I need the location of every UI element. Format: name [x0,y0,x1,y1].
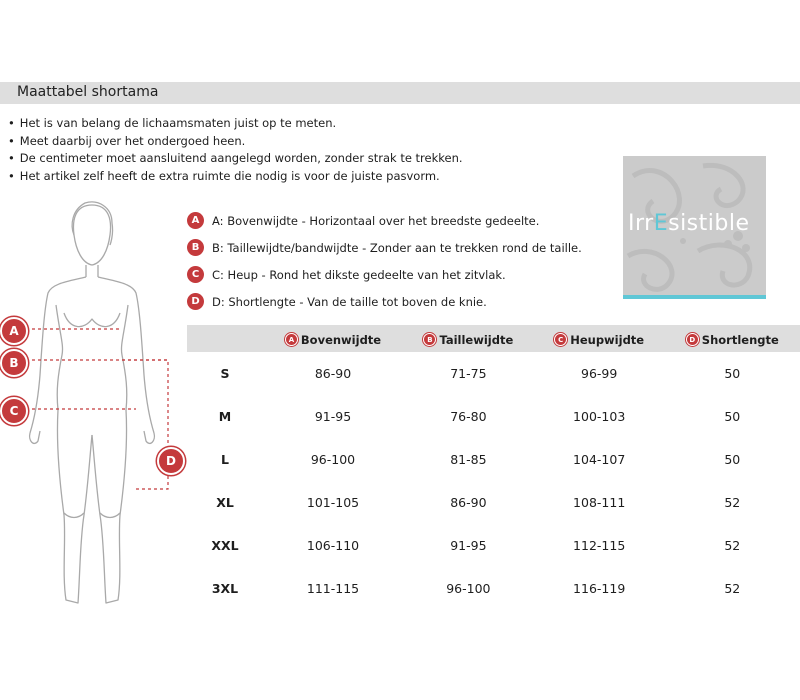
heupwijdte-cell: 100-103 [573,409,626,424]
table-row [187,438,800,481]
size-cell: XL [216,495,234,510]
taillewijdte-cell: 76-80 [450,409,487,424]
badge-b: B [423,333,436,346]
marker-d: D [157,447,185,475]
bovenwijdte-cell: 106-110 [306,538,360,553]
heupwijdte-cell: 104-107 [573,452,626,467]
column-header-heupwijdte: C Heupwijdte [534,325,665,352]
brand-logo [623,156,766,299]
instruction-item: • Het artikel zelf heeft de extra ruimte die nodig is voor de juiste pasvorm. [8,168,463,186]
brand-strip [623,295,766,299]
legend-item-c [187,261,582,288]
marker-b: B [0,349,28,377]
badge-d: D [187,293,204,310]
shortlengte-cell: 50 [724,409,741,424]
legend-item-a [187,207,582,234]
body-figure [0,195,190,625]
taillewijdte-cell: 71-75 [450,366,487,381]
table-row [187,352,800,395]
body-outline-illustration [0,195,190,625]
table-row [187,567,800,610]
heupwijdte-cell: 108-111 [573,495,626,510]
shortlengte-cell: 50 [724,452,741,467]
table-header-row [187,325,800,352]
table-row [187,395,800,438]
taillewijdte-cell: 91-95 [450,538,487,553]
title-bar [0,82,800,104]
shortlengte-cell: 50 [724,366,741,381]
instruction-list [8,115,463,185]
taillewijdte-cell: 81-85 [450,452,487,467]
measurement-legend [187,207,582,315]
page-title: Maattabel shortama [17,84,159,100]
legend-item-d [187,288,582,315]
taillewijdte-cell: 96-100 [446,581,491,596]
badge-a: A [187,212,204,229]
column-header-taillewijdte: B Taillewijdte [403,325,534,352]
badge-a: A [285,333,298,346]
legend-text: B: Taillewijdte/bandwijdte - Zonder aan te trekken rond de taille. [212,240,582,255]
legend-text: D: Shortlengte - Van de taille tot boven de knie. [212,294,487,309]
size-table [187,325,800,610]
legend-text: A: Bovenwijdte - Horizontaal over het breedste gedeelte. [212,213,540,228]
marker-a: A [0,317,28,345]
instruction-item: • De centimeter moet aansluitend aangelegd worden, zonder strak te trekken. [8,150,463,168]
heupwijdte-cell: 96-99 [581,366,618,381]
size-column-header [187,325,263,352]
size-cell: M [218,409,232,424]
table-row [187,481,800,524]
instruction-item: • Meet daarbij over het ondergoed heen. [8,133,463,151]
size-cell: L [221,452,229,467]
shortlengte-cell: 52 [724,538,741,553]
table-row [187,524,800,567]
taillewijdte-cell: 86-90 [450,495,487,510]
size-cell: 3XL [211,581,239,596]
instruction-item: • Het is van belang de lichaamsmaten juist op te meten. [8,115,463,133]
marker-c: C [0,397,28,425]
column-header-bovenwijdte: A Bovenwijdte [263,325,403,352]
badge-c: C [554,333,567,346]
bovenwijdte-cell: 101-105 [306,495,360,510]
heupwijdte-cell: 116-119 [573,581,626,596]
shortlengte-cell: 52 [724,495,741,510]
heupwijdte-cell: 112-115 [573,538,626,553]
bovenwijdte-cell: 111-115 [306,581,360,596]
bovenwijdte-cell: 86-90 [314,366,352,381]
size-cell: S [220,366,230,381]
shortlengte-cell: 52 [724,581,741,596]
badge-b: B [187,239,204,256]
badge-c: C [187,266,204,283]
column-header-shortlengte: D Shortlengte [665,325,800,352]
bovenwijdte-cell: 96-100 [310,452,356,467]
bovenwijdte-cell: 91-95 [314,409,352,424]
badge-d: D [686,333,699,346]
legend-item-b [187,234,582,261]
size-cell: XXL [211,538,239,553]
legend-text: C: Heup - Rond het dikste gedeelte van het zitvlak. [212,267,506,282]
brand-name: IrrEsistible [628,211,750,236]
